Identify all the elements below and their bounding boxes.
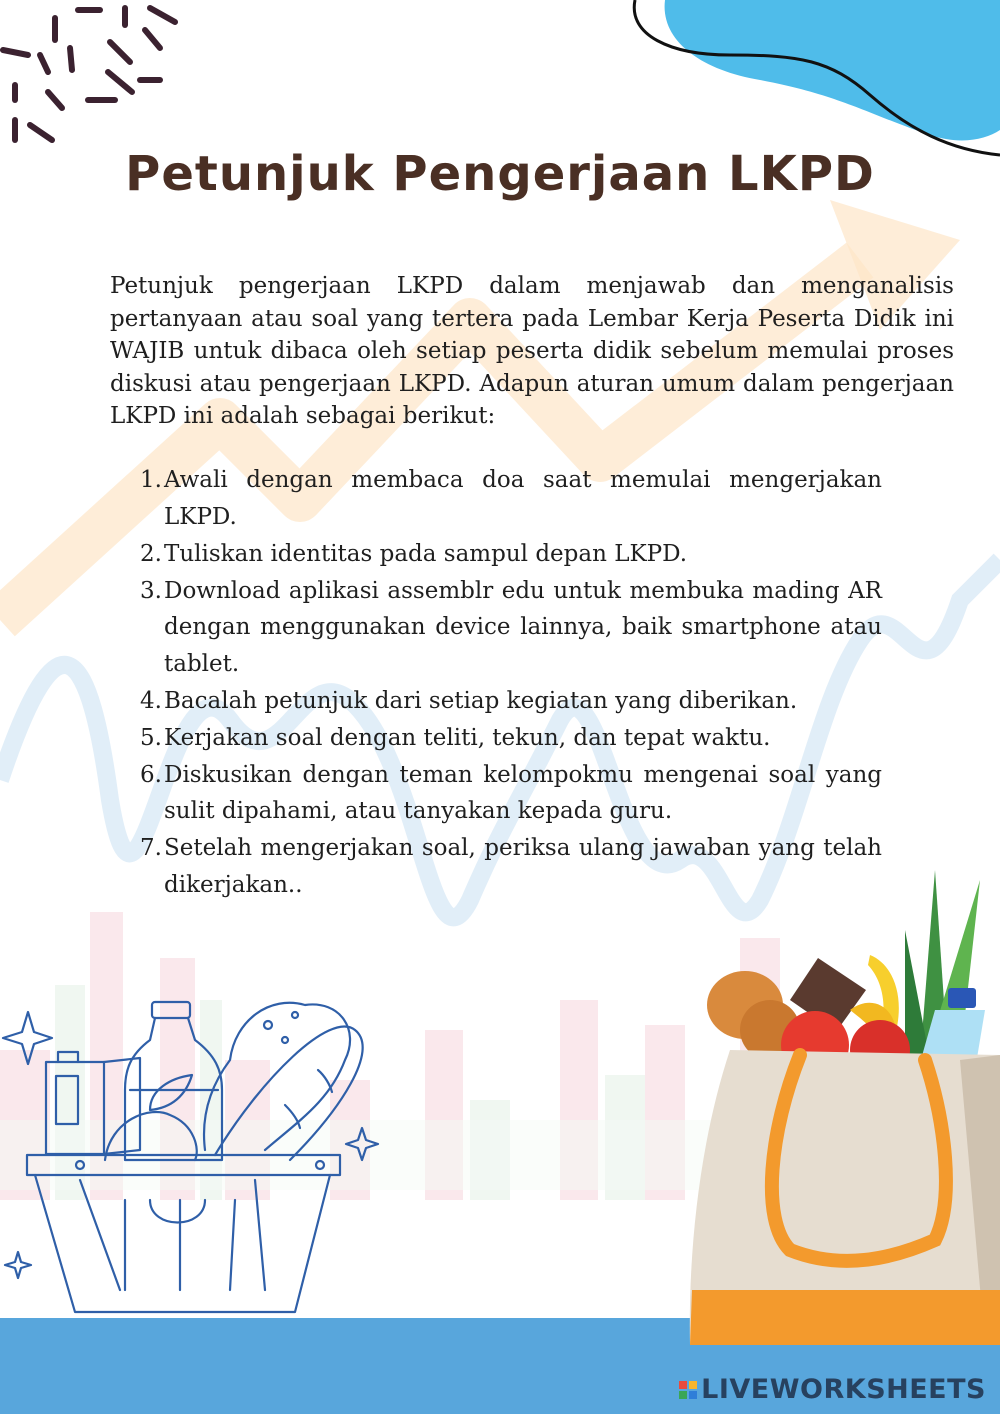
step-text: Setelah mengerjakan soal, periksa ulang jawaban yang telah dikerjakan.. bbox=[164, 835, 882, 898]
brand-mark-icon bbox=[679, 1381, 697, 1399]
step-number: 7. bbox=[140, 835, 162, 861]
step-text: Awali dengan membaca doa saat memulai mengerjakan LKPD. bbox=[164, 467, 882, 530]
liveworksheets-logo bbox=[679, 1374, 986, 1405]
step-number: 5. bbox=[140, 724, 162, 751]
step-number: 2. bbox=[140, 540, 162, 567]
step-number: 1. bbox=[140, 467, 162, 493]
step-number: 6. bbox=[140, 761, 162, 788]
brand-mark-square bbox=[679, 1381, 687, 1389]
brand-mark-square bbox=[679, 1391, 687, 1399]
bag-bottom-band bbox=[690, 1290, 1000, 1345]
intro-paragraph: Petunjuk pengerjaan LKPD dalam menjawab dan menganalisis pertanyaan atau soal yang tertera pada Lembar Kerja Peserta Didik ini WAJIB untuk dibaca oleh setiap peserta didik sebelum memulai proses diskusi atau pengerjaan LKPD. Adapun aturan umum dalam pengerjaan LKPD ini adalah sebagai berikut: bbox=[110, 273, 954, 429]
step-text: Download aplikasi assemblr edu untuk membuka mading AR dengan menggunakan device lainnya, baik smartphone atau tablet. bbox=[164, 577, 882, 677]
step-text: Bacalah petunjuk dari setiap kegiatan yang diberikan. bbox=[164, 687, 798, 714]
step-text: Tuliskan identitas pada sampul depan LKPD. bbox=[164, 540, 688, 567]
step-text: Diskusikan dengan teman kelompokmu mengenai soal yang sulit dipahami, atau tanyakan kepada guru. bbox=[164, 761, 882, 824]
brand-mark-square bbox=[689, 1381, 697, 1389]
step-number: 4. bbox=[140, 687, 162, 714]
brand-name: LIVEWORKSHEETS bbox=[701, 1374, 986, 1405]
step-text: Kerjakan soal dengan teliti, tekun, dan tepat waktu. bbox=[164, 724, 771, 751]
step-number: 3. bbox=[140, 577, 162, 604]
page-title: Petunjuk Pengerjaan LKPD bbox=[125, 146, 875, 202]
brand-mark-square bbox=[689, 1391, 697, 1399]
